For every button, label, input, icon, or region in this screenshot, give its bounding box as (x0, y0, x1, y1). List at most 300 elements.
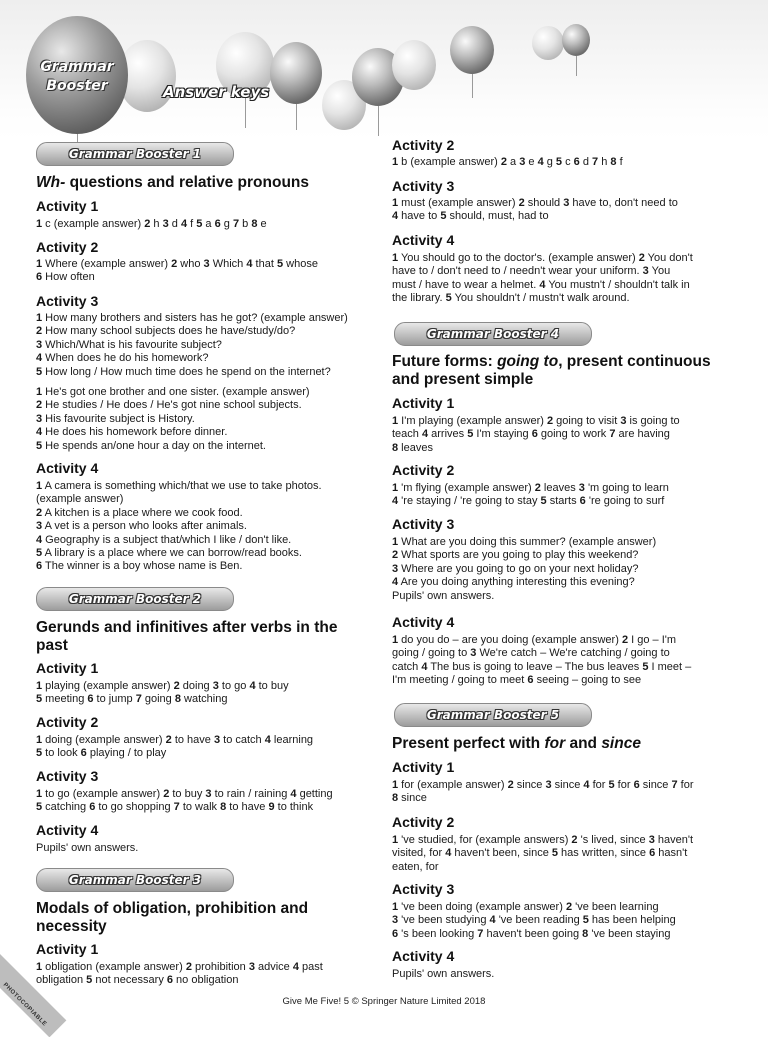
answer-text: to have (226, 801, 269, 814)
answer-text: going to visit (553, 415, 621, 427)
answer-text: 're going to surf (585, 495, 665, 508)
balloon-string (245, 98, 246, 128)
answer-line (36, 560, 322, 573)
item-number: 2 (565, 901, 573, 913)
item-number: 5 (467, 428, 474, 441)
answer-text: How many school subjects does he have/study/do? (42, 325, 296, 338)
item-number: 4 (537, 156, 544, 168)
answer-text: He's got one brother and one sister. (example answer) (42, 386, 310, 398)
activity-heading: Activity 2 (36, 239, 99, 255)
answer-text: 'm flying (example answer) (398, 482, 535, 494)
item-number: 8 (220, 801, 227, 814)
item-number: 2 (571, 834, 578, 846)
answer-lines (36, 218, 267, 231)
item-number: 6 (87, 693, 94, 706)
answer-line (36, 534, 322, 547)
section-title-gb4 (392, 353, 711, 389)
answer-text: to go (218, 680, 250, 692)
answer-text: We're catch – We're catching / going to (476, 647, 670, 660)
section-pill-gb4: Grammar Booster 4 (394, 322, 592, 346)
answer-line (392, 549, 656, 562)
item-number: 5 (36, 547, 43, 560)
answer-line (392, 563, 656, 576)
answer-line (392, 415, 680, 428)
item-number: 5 (36, 439, 43, 452)
grammar-booster-logo (26, 58, 128, 96)
item-number: 2 (534, 482, 541, 494)
answer-line (392, 901, 676, 914)
answer-text: to rain / raining (211, 788, 291, 800)
section-title-gb3 (36, 900, 308, 936)
answer-text: are having (615, 428, 670, 441)
answer-text: haven't been going (483, 927, 583, 940)
answer-text: Where are you going to go on your next holiday? (398, 562, 639, 575)
section-title-gb2: Gerunds and infinitives after verbs in the past (36, 619, 338, 654)
item-number: 6 (527, 674, 534, 687)
answer-text: to have (171, 734, 214, 746)
logo-line1: Grammar (40, 59, 114, 75)
answer-text: A vet is a person who looks after animals. (42, 520, 247, 533)
item-number: 3 (36, 412, 43, 425)
answer-text: A kitchen is a place where we cook food. (42, 506, 243, 519)
answer-text: d (168, 218, 181, 230)
answer-line (392, 928, 676, 941)
answer-text: d (579, 156, 593, 168)
item-number: 7 (232, 218, 240, 230)
answer-text: He studies / He does / He's got nine school subjects. (42, 399, 302, 412)
item-number: 1 (36, 961, 43, 973)
page-title: Answer keys (163, 83, 270, 101)
answer-text: A camera is something which/that we use to take photos. (42, 480, 322, 492)
activity-heading: Activity 4 (36, 822, 99, 838)
answer-text: h (150, 218, 163, 230)
item-number: 4 (539, 278, 546, 291)
item-number: 6 (531, 428, 538, 441)
answer-text: no obligation (173, 974, 239, 987)
answer-text: past (298, 961, 323, 973)
answer-lines (36, 842, 138, 855)
answer-text: have to, don't need to (569, 197, 678, 209)
answer-line (36, 366, 348, 379)
answer-text: c (562, 156, 574, 168)
item-number: 3 (205, 788, 212, 800)
answer-lines (36, 312, 348, 379)
answer-text: I'm staying (473, 428, 532, 441)
title-emphasis: Wh- (36, 174, 66, 191)
answer-text: Are you doing anything interesting this evening? (398, 576, 635, 589)
answer-text: teach (392, 428, 422, 441)
item-number: 7 (135, 693, 142, 706)
title-emphasis: for (544, 735, 566, 752)
answer-text: 'm going to learn (584, 482, 669, 494)
answer-line (36, 480, 322, 493)
activity-heading: Activity 4 (392, 614, 455, 630)
item-number: 3 (248, 961, 255, 973)
activity-heading: Activity 2 (392, 814, 455, 830)
answer-text: b (example answer) (398, 156, 501, 168)
answer-line (392, 292, 693, 305)
item-number: 2 (173, 680, 180, 692)
answer-line (392, 495, 669, 508)
item-number: 8 (392, 441, 399, 454)
balloon-string (378, 106, 379, 136)
activity-heading: Activity 3 (36, 768, 99, 784)
item-number: 5 (36, 801, 43, 814)
item-number: 2 (165, 734, 172, 746)
item-number: 4 (392, 495, 399, 508)
item-number: 5 (540, 495, 547, 508)
answer-text: c (example answer) (42, 218, 145, 230)
answer-line (36, 974, 323, 987)
answer-line (392, 442, 680, 455)
answer-line (392, 792, 694, 805)
answer-line (36, 339, 348, 352)
answer-text: You should go to the doctor's. (example answer) (398, 252, 639, 264)
answer-text: haven't (654, 834, 694, 846)
answer-text: What are you doing this summer? (example answer) (398, 536, 657, 548)
section-title-gb1 (36, 174, 309, 192)
answer-text: has been helping (588, 914, 676, 927)
item-number: 1 (392, 197, 399, 209)
answer-text: learning (270, 734, 314, 746)
answer-text: I go – I'm (628, 634, 677, 646)
answer-text: to buy (169, 788, 206, 800)
answer-text: to walk (179, 801, 221, 814)
item-number: 4 (445, 847, 452, 860)
item-number: 4 (421, 660, 428, 673)
title-line: Modals of obligation, prohibition and (36, 900, 309, 917)
item-number: 7 (609, 428, 616, 441)
activity-heading: Activity 1 (36, 941, 99, 957)
answer-text: Which/What is his favourite subject? (42, 338, 222, 351)
answer-line (36, 507, 322, 520)
item-number: 2 (507, 779, 514, 791)
item-number: 1 (392, 901, 399, 913)
item-number: 4 (246, 258, 253, 270)
answer-text: have to / don't need to / needn't wear your uniform. (392, 265, 643, 278)
answer-lines (36, 258, 318, 285)
activity-heading: Activity 1 (392, 395, 455, 411)
answer-line (36, 693, 289, 706)
answer-line (36, 312, 348, 325)
answer-text: He does his homework before dinner. (42, 426, 228, 439)
answer-text: a (506, 156, 520, 168)
section-pill-gb2: Grammar Booster 2 (36, 587, 234, 611)
answer-line (392, 265, 693, 278)
photocopiable-label: PHOTOCOPIABLE (1, 982, 48, 1028)
activity-heading: Activity 4 (392, 948, 455, 964)
answer-text: going (141, 693, 175, 706)
answer-text: Pupils' own answers. (392, 589, 495, 602)
item-number: 1 (392, 415, 399, 427)
answer-text: 've studied, for (example answers) (398, 834, 572, 846)
answer-text: eaten, for (392, 860, 439, 873)
answer-lines (392, 779, 694, 806)
answer-lines (392, 968, 494, 981)
item-number: 4 (290, 788, 297, 800)
item-number: 1 (392, 834, 399, 846)
item-number: 1 (36, 218, 43, 230)
activity-heading: Activity 1 (36, 660, 99, 676)
item-number: 8 (174, 693, 181, 706)
item-number: 3 (470, 647, 477, 660)
answer-line (392, 861, 693, 874)
answer-line (392, 661, 691, 674)
balloon-graphic (392, 40, 436, 90)
activity-heading: Activity 1 (392, 759, 455, 775)
answer-line (36, 961, 323, 974)
copyright-footer: Give Me Five! 5 © Springer Nature Limited 2018 (282, 996, 486, 1007)
answer-text: He spends an/one hour a day on the internet. (42, 439, 266, 452)
answer-lines (392, 415, 680, 455)
item-number: 1 (392, 156, 399, 168)
answer-line (36, 426, 310, 439)
item-number: 7 (592, 156, 599, 168)
balloon-string (472, 74, 473, 98)
answer-line (36, 258, 318, 271)
answer-line (392, 428, 680, 441)
answer-line (36, 734, 313, 747)
answer-text: should, must, had to (446, 210, 549, 223)
answer-text: for (614, 779, 634, 791)
item-number: 2 (163, 788, 170, 800)
item-number: 6 (36, 271, 43, 284)
answer-text: to jump (93, 693, 136, 706)
item-number: 2 (171, 258, 178, 270)
item-number: 3 (519, 156, 526, 168)
item-number: 3 (642, 265, 649, 278)
answer-text: haven't been, since (451, 847, 552, 860)
header-banner (0, 0, 768, 140)
answer-line (36, 788, 333, 801)
title-emphasis: since (601, 735, 641, 752)
answer-text: to buy (255, 680, 289, 692)
answer-text: Pupils' own answers. (392, 968, 495, 980)
item-number: 3 (213, 734, 221, 746)
answer-line (392, 197, 678, 210)
item-number: 1 (36, 788, 43, 800)
answer-line (36, 271, 318, 284)
answer-text: f (616, 156, 623, 168)
activity-heading: Activity 3 (36, 293, 99, 309)
answer-line (392, 279, 693, 292)
balloon-graphic (450, 26, 494, 74)
item-number: 1 (392, 634, 399, 646)
answer-text: going / going to (392, 647, 471, 660)
item-number: 2 (144, 218, 151, 230)
answer-line (392, 674, 691, 687)
answer-text: has written, since (558, 847, 650, 860)
answer-text: g (220, 218, 233, 230)
title-text: Future forms: (392, 353, 498, 370)
answer-line (36, 520, 322, 533)
title-text: questions and relative pronouns (65, 174, 309, 191)
answer-text: The winner is a boy whose name is Ben. (42, 560, 243, 573)
activity-heading: Activity 3 (392, 516, 455, 532)
answer-text: should (524, 197, 564, 209)
answer-text: watching (180, 693, 228, 706)
item-number: 5 (582, 914, 589, 927)
item-number: 5 (36, 747, 43, 760)
item-number: 7 (173, 801, 180, 814)
item-number: 2 (36, 325, 43, 338)
answer-text: to go (example answer) (42, 788, 164, 800)
item-number: 7 (671, 779, 678, 791)
answer-line (36, 747, 313, 760)
answer-lines (392, 901, 676, 941)
item-number: 3 (545, 779, 552, 791)
item-number: 5 (608, 779, 615, 791)
answer-text: 've been doing (example answer) (398, 901, 566, 913)
answer-text: playing / to play (86, 747, 167, 760)
answer-line (36, 801, 333, 814)
answer-line (36, 440, 310, 453)
answer-lines (392, 482, 669, 509)
answer-lines (36, 788, 333, 815)
item-number: 8 (582, 927, 589, 940)
activity-heading: Activity 1 (36, 198, 99, 214)
answer-text: is going to (626, 415, 680, 427)
answer-lines (36, 680, 289, 707)
answer-text: f (187, 218, 197, 230)
item-number: 1 (36, 734, 43, 746)
item-number: 5 (445, 292, 452, 305)
item-number: 1 (392, 252, 399, 264)
answer-text: must / have to wear a helmet. (392, 278, 540, 291)
item-number: 3 (36, 520, 43, 533)
item-number: 5 (36, 693, 43, 706)
balloon-string (296, 104, 297, 130)
item-number: 1 (36, 312, 43, 324)
answer-lines (36, 386, 310, 453)
item-number: 5 (276, 258, 284, 270)
item-number: 8 (251, 218, 258, 230)
answer-text: How often (42, 271, 95, 284)
answer-line (392, 847, 693, 860)
item-number: 2 (621, 634, 629, 646)
answer-lines (392, 536, 656, 603)
answer-text: the library. (392, 292, 446, 305)
answer-text: His favourite subject is History. (42, 412, 195, 425)
item-number: 4 (421, 428, 429, 441)
answer-line (392, 210, 678, 223)
activity-heading: Activity 3 (392, 881, 455, 897)
answer-text: What sports are you going to play this weekend? (398, 549, 639, 562)
item-number: 6 (579, 495, 586, 508)
activity-heading: Activity 2 (392, 137, 455, 153)
answer-text: 's been looking (398, 927, 478, 940)
answer-line (392, 647, 691, 660)
answer-text: playing (example answer) (42, 680, 174, 692)
answer-text: for (589, 779, 609, 791)
answer-text: You (648, 265, 671, 278)
answer-text: leaves (398, 441, 433, 454)
item-number: 5 (36, 365, 43, 378)
item-number: 5 (440, 210, 447, 223)
title-text: , present continuous (558, 353, 711, 370)
answer-text: You don't (644, 252, 693, 264)
item-number: 3 (620, 415, 627, 427)
answer-line (392, 590, 656, 603)
item-number: 2 (546, 415, 554, 427)
answer-line (392, 834, 693, 847)
answer-line (36, 680, 289, 693)
answer-line (36, 352, 348, 365)
section-pill-gb5: Grammar Booster 5 (394, 703, 592, 727)
answer-lines (392, 834, 693, 874)
answer-text: meeting (42, 693, 88, 706)
answer-text: do you do – are you doing (example answer) (398, 634, 622, 646)
answer-text: e (525, 156, 538, 168)
answer-text: 's lived, since (577, 834, 649, 846)
item-number: 4 (583, 779, 590, 791)
item-number: 3 (392, 914, 399, 927)
answer-text: obligation (example answer) (42, 961, 186, 973)
item-number: 3 (392, 562, 399, 575)
answer-text: prohibition (191, 961, 249, 973)
answer-line (392, 968, 494, 981)
answer-text: to look (42, 747, 81, 760)
answer-line (392, 914, 676, 927)
answer-text: 've been learning (572, 901, 659, 913)
item-number: 4 (489, 914, 496, 927)
item-number: 2 (185, 961, 192, 973)
answer-text: You shouldn't / mustn't walk around. (451, 292, 630, 305)
item-number: 7 (477, 927, 484, 940)
answer-text: How many brothers and sisters has he got? (example answer) (42, 312, 348, 324)
answer-line (36, 399, 310, 412)
item-number: 5 (555, 156, 563, 168)
answer-text: doing (179, 680, 213, 692)
answer-lines (392, 634, 691, 688)
item-number: 4 (249, 680, 256, 692)
answer-text: since (551, 779, 584, 791)
answer-text: who (177, 258, 204, 270)
answer-text: 've been reading (495, 914, 583, 927)
item-number: 1 (36, 680, 43, 692)
answer-text: I'm meeting / going to meet (392, 674, 528, 687)
item-number: 4 (180, 218, 188, 230)
answer-text: I'm playing (example answer) (398, 415, 547, 427)
answer-line (36, 218, 267, 231)
item-number: 1 (392, 779, 399, 791)
answer-text: catching (42, 801, 90, 814)
balloon-graphic (562, 24, 590, 56)
item-number: 1 (36, 258, 43, 270)
item-number: 2 (392, 549, 399, 562)
title-text: and (565, 735, 602, 752)
item-number: 6 (633, 779, 640, 791)
item-number: 1 (36, 386, 43, 398)
item-number: 4 (36, 352, 43, 365)
item-number: 6 (649, 847, 656, 860)
item-number: 6 (392, 927, 399, 940)
answer-line (392, 634, 691, 647)
item-number: 6 (214, 218, 221, 230)
item-number: 1 (392, 536, 399, 548)
answer-text: going to work (537, 428, 610, 441)
answer-text: for (example answer) (398, 779, 508, 791)
item-number: 8 (610, 156, 617, 168)
answer-line (392, 779, 694, 792)
answer-text: getting (296, 788, 333, 800)
item-number: 2 (36, 506, 43, 519)
answer-text: g (543, 156, 556, 168)
activity-heading: Activity 2 (392, 462, 455, 478)
answer-text: whose (283, 258, 318, 270)
item-number: 3 (162, 218, 169, 230)
answer-text: must (example answer) (398, 197, 519, 209)
